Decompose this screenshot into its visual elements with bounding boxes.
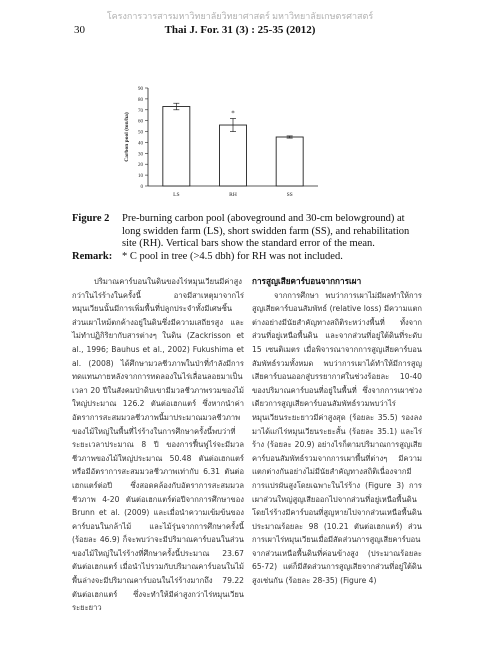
body-left-text: ปริมาณคาร์บอนในดินของไร่หมุนเวียนมีค่าสูงกว่าในไร่ร้างในครั้งนี้ อาจมีสาเหตุมาจากไร่หมุนเวียนนั้นมีการเพิ่มพื้นที่ปลูกประจำทั้งมีเศษชิ้นส่วนเผาไหม้ตกค้างอยู่ในดินซึ่งมีความเสถียรสูง และไม่ทำปฏิกิริยากับสารต่างๆ ในดิน (Zackrisson et al., 1996; Bauhus et al., 2002) Fukushima et al. (2008) ได้ศึกษามวลชีวภาพในป่าที่กำลังมีการทดแทนภายหลังจากการทดลองในไร่เลื่อนลอยมาเป็นเวลา 20 ปีในสังคมป่าดิบเขามีมวลชีวภาพรวมของไม้ใหญ่ประมาณ 126.2 ตันต่อเฮกแตร์ ซึ่งหากนำค่าอัตราการสะสมมวลชีวภาพนี้มาประมาณมวลชีวภาพของไม้ใหญ่ในพื้นที่ไร่ร้างในการศึกษาครั้งนี้พบว่าที่ระยะเวลาประมาณ 8 ปี ของการฟื้นฟูไร่จะมีมวลชีวภาพของไม้ใหญ่ประมาณ 50.48 ตันต่อเฮกแตร์ หรือมีอัตราการสะสมมวลชีวภาพเท่ากับ 6.31 ตันต่อเฮกแตร์ต่อปี ซึ่งสอดคล้องกับอัตราการสะสมมวลชีวภาพ 4-20 ตันต่อเฮกแตร์ต่อปีจากการศึกษาของ Brunn et al. (2009) และเมื่อนำความเข้มข้นของคาร์บอนในกล้าไม้ และไม้รุ่นจากการศึกษาครั้งนี้ (ร้อยละ 46.9) ก็จะพบว่าจะมีปริมาณคาร์บอนในส่วนของไม้ใหญ่ในไร่ร้างที่ศึกษาครั้งนี้ประมาณ 23.67 ตันต่อเฮกแตร์ เมื่อนำไปรวมกับปริมาณคาร์บอนในไม้พื้นล่างจะมีปริมาณคาร์บอนในไร่ร้างมากถึง 79.22 ตันต่อเฮกแตร์ ซึ่งจะทำให้มีค่าสูงกว่าไร่หมุนเวียนระยะยาว [72,277,244,613]
y-tick-label: 30 [138,152,143,158]
y-tick-label: 60 [138,119,143,125]
page-number: 30 [74,24,85,36]
x-tick-label-ss: SS [286,192,293,198]
section-title: การสูญเสียคาร์บอนจากการเผา [252,276,362,286]
x-tick-label-ls: LS [173,192,180,198]
figure-label: Figure 2 [72,213,110,224]
watermark: โครงการวารสารมหาวิทยาลัยวิทยาศาสตร์ มหาวิทยาลัยเกษตรศาสตร์ [106,11,374,21]
y-axis-label: Carbon pool (ton/ha) [124,112,130,162]
y-tick-label: 20 [138,163,143,169]
y-tick-label: 80 [138,97,143,103]
body-right-text: จากการศึกษา พบว่าการเผาไม่มีผลทำให้การสูญเสียคาร์บอนสัมพัทธ์ (relative loss) มีความแตกต่างอย่างมีนัยสำคัญทางสถิติระหว่างพื้นที่ ทั้งจากส่วนที่อยู่เหนือพื้นดิน และจากส่วนที่อยู่ใต้ดินที่ระดับ 15 เซนติเมตร เมื่อพิจารณาจากการสูญเสียคาร์บอนสัมพัทธ์รวมทั้งหมด พบว่าการเผาได้ทำให้มีการสูญเสียคาร์บอนออกสู่บรรยากาศในช่วงร้อยละ 10-40 ของปริมาณคาร์บอนที่อยู่ในพื้นที่ ซึ่งจากการเผาช่วงเดียวการสูญเสียคาร์บอนสัมพัทธ์รวมพบว่าไร่หมุนเวียนระยะยาวมีค่าสูงสุด (ร้อยละ 35.5) รองลงมาได้แก่ไร่หมุนเวียนระยะสั้น (ร้อยละ 35.1) และไร่ร้าง (ร้อยละ 20.9) อย่างไรก็ตามปริมาณการสูญเสียคาร์บอนสัมพัทธ์รวมจากการเผาพื้นที่ต่างๆ มีความแตกต่างกันอย่างไม่มีนัยสำคัญทางสถิติเนื่องจากมีการแปรผันสูงโดยเฉพาะในไร่ร้าง (Figure 3) การเผาส่วนใหญ่สูญเสียออกไปจากส่วนที่อยู่เหนือพื้นดิน โดยไร่ร้างมีคาร์บอนที่สูญหายไปจากส่วนเหนือพื้นดินประมาณร้อยละ 98 (10.21 ตันต่อเฮกแตร์) ส่วนการเผาไร่หมุนเวียนเมื่อมีสัดส่วนการสูญเสียคาร์บอนจากส่วนเหนือพื้นดินที่ค่อนข้างสูง (ประมาณร้อยละ 65-72) แต่ก็มีสัดส่วนการสูญเสียจากส่วนที่อยู่ใต้ดินสูงเช่นกัน (ร้อยละ 28-35) (Figure 4) [252,290,422,586]
y-tick-label: 50 [138,130,143,136]
bar-rh [220,125,247,186]
bar-ls [163,107,190,186]
x-tick-label-rh: RH [229,192,237,198]
body-column-right [252,275,422,588]
body-column-left [72,275,244,615]
y-tick-label: 70 [138,108,143,114]
bar-ss [276,137,303,186]
body-paragraph [252,289,422,588]
figure-caption [72,213,422,263]
body-paragraph [72,275,244,615]
remark-label: Remark: [72,250,113,262]
bar-chart [118,84,323,206]
y-tick-label: 90 [138,87,143,92]
y-tick-label: 0 [140,185,143,190]
figure-2-chart [118,84,323,206]
figure-caption-text: Pre-burning carbon pool (aboveground and 30-cm belowground) at long swidden farm (LS), short swidden farm (SS), and rehabilitation site (RH). Vertical bars show the standard error of the mean. [122,213,410,249]
y-tick-label: 40 [138,141,143,147]
y-tick-label: 10 [138,174,143,180]
journal-reference: Thai J. For. 31 (3) : 25-35 (2012) [164,24,316,36]
remark-text: * C pool in tree (>4.5 dbh) for RH was not included. [122,250,343,262]
significance-marker: * [231,109,235,118]
